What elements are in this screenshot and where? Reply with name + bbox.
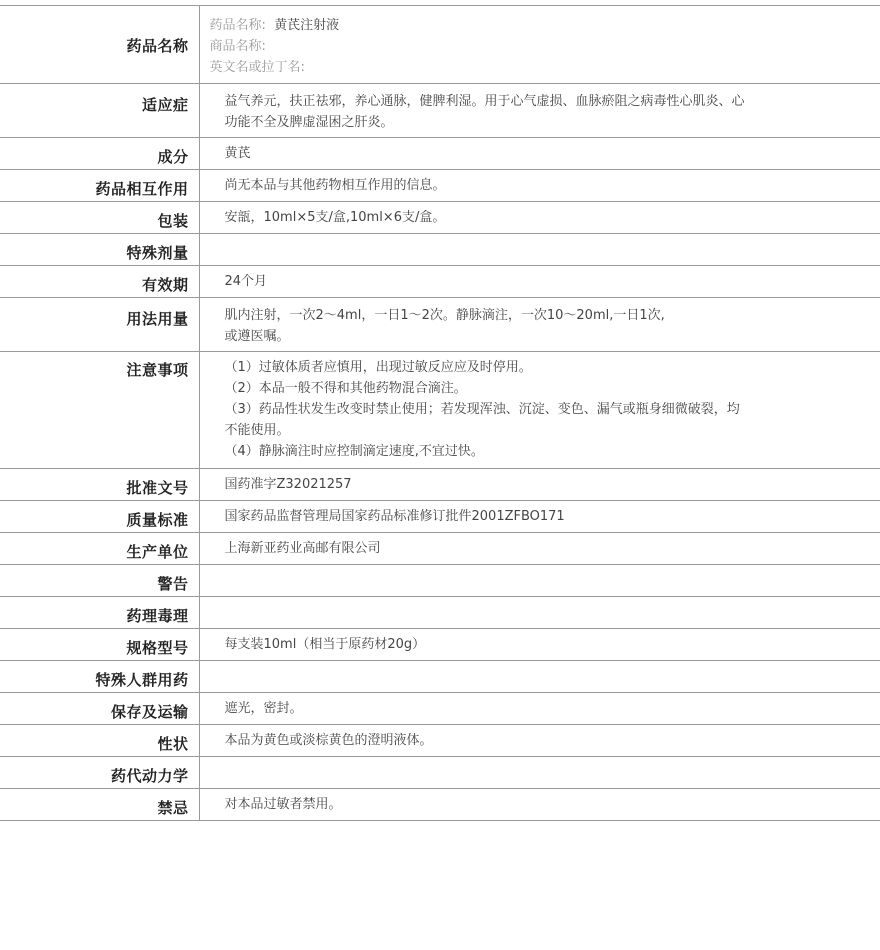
spec-value [199,725,880,757]
spec-row-indications [0,84,880,138]
spec-value [199,693,880,725]
spec-label: 特殊人群用药 [0,661,199,693]
spec-label: 规格型号 [0,629,199,661]
value-line: 安瓿，10ml×5支/盒,10ml×6支/盒。 [224,210,446,225]
spec-value [199,501,880,533]
spec-label: 药品名称 [0,6,199,84]
value-line: 每支装10ml（相当于原药材20g） [224,637,426,652]
drug-spec-table [0,5,880,821]
spec-label: 用法用量 [0,298,199,352]
value-line: 不能使用。 [224,423,290,438]
value-line: 国药准字Z32021257 [224,477,352,492]
spec-row-special-dosage [0,234,880,266]
spec-label: 适应症 [0,84,199,138]
spec-value [199,469,880,501]
value-line: 黄芪 [224,146,251,161]
spec-label: 禁忌 [0,789,199,821]
spec-row-packaging [0,202,880,234]
spec-label: 成分 [0,138,199,170]
value-line: （1）过敏体质者应慎用，出现过敏反应应及时停用。 [224,360,532,375]
value-line: （3）药品性状发生改变时禁止使用；若发现浑浊、沉淀、变色、漏气或瓶身细微破裂，均 [224,402,740,417]
spec-row-description [0,725,880,757]
spec-label: 药代动力学 [0,757,199,789]
value-line: （4）静脉滴注时应控制滴定速度,不宜过快。 [224,444,484,459]
spec-row-specification [0,629,880,661]
spec-label: 性状 [0,725,199,757]
spec-row-approval-number [0,469,880,501]
value-line: 或遵医嘱。 [224,329,290,344]
spec-label: 包装 [0,202,199,234]
english-name-label: 英文名或拉丁名: [209,60,305,75]
spec-value [199,138,880,170]
spec-row-drug-name [0,6,880,84]
spec-row-shelf-life [0,266,880,298]
spec-value [199,661,880,693]
spec-label: 注意事项 [0,352,199,469]
spec-value [199,202,880,234]
spec-row-dosage [0,298,880,352]
spec-label: 质量标准 [0,501,199,533]
value-line: 24个月 [224,274,268,289]
spec-row-storage [0,693,880,725]
value-line: 本品为黄色或淡棕黄色的澄明液体。 [224,733,433,748]
spec-row-precautions [0,352,880,469]
generic-name-line [210,15,791,36]
value-line: 肌内注射，一次2～4ml，一日1～2次。静脉滴注，一次10～20ml,一日1次, [224,308,665,323]
spec-label: 警告 [0,565,199,597]
spec-value [199,565,880,597]
spec-value [199,629,880,661]
spec-value [199,84,880,138]
spec-row-pharmacokinetics [0,757,880,789]
spec-label: 有效期 [0,266,199,298]
spec-value [199,533,880,565]
generic-name-label: 药品名称: [209,18,266,33]
spec-row-ingredients [0,138,880,170]
spec-value [199,6,880,84]
spec-label: 批准文号 [0,469,199,501]
spec-value [199,757,880,789]
trade-name-label: 商品名称: [209,39,266,54]
spec-label: 特殊剂量 [0,234,199,266]
spec-value [199,352,880,469]
generic-name-value: 黄芪注射液 [274,18,340,33]
spec-row-pharmacology [0,597,880,629]
spec-row-interactions [0,170,880,202]
spec-row-special-populations [0,661,880,693]
spec-row-contraindications [0,789,880,821]
value-line: 对本品过敏者禁用。 [224,797,342,812]
spec-row-quality-standard [0,501,880,533]
spec-value [199,234,880,266]
value-line: 益气养元，扶正祛邪，养心通脉，健脾利湿。用于心气虚损、血脉瘀阻之病毒性心肌炎、心 [224,94,745,109]
value-line: 尚无本品与其他药物相互作用的信息。 [224,178,446,193]
spec-label: 保存及运输 [0,693,199,725]
value-line: （2）本品一般不得和其他药物混合滴注。 [224,381,467,396]
spec-label: 药理毒理 [0,597,199,629]
spec-value [199,170,880,202]
spec-row-manufacturer [0,533,880,565]
value-line: 上海新亚药业高邮有限公司 [224,541,381,556]
spec-value [199,266,880,298]
spec-label: 生产单位 [0,533,199,565]
spec-row-warning [0,565,880,597]
value-line: 国家药品监督管理局国家药品标准修订批件2001ZFBO171 [224,509,565,524]
spec-value [199,298,880,352]
spec-value [199,789,880,821]
value-line: 遮光，密封。 [224,701,303,716]
value-line: 功能不全及脾虚湿困之肝炎。 [224,115,394,130]
spec-label: 药品相互作用 [0,170,199,202]
spec-value [199,597,880,629]
